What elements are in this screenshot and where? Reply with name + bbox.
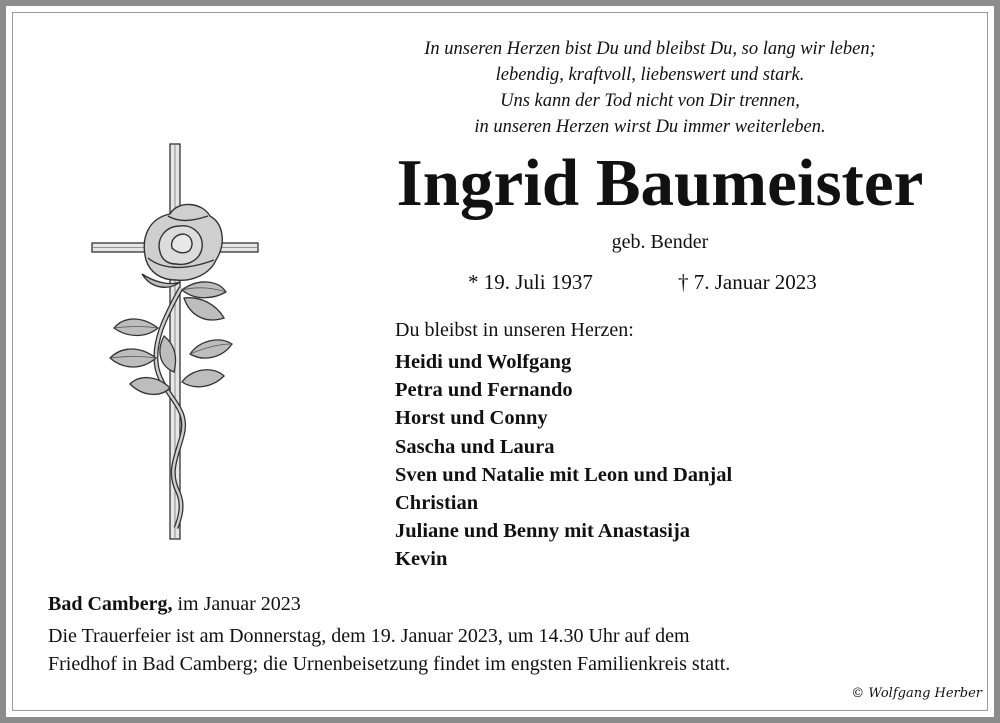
poem-line: Uns kann der Tod nicht von Dir trennen, bbox=[500, 91, 800, 111]
mourner-name: Christian bbox=[395, 492, 479, 515]
mourner-name: Petra und Fernando bbox=[395, 379, 573, 402]
maiden-name: geb. Bender bbox=[611, 231, 709, 253]
ceremony-notice bbox=[48, 622, 730, 678]
mourner-name: Juliane und Benny mit Anastasija bbox=[395, 520, 691, 543]
cross-with-rose-icon bbox=[86, 140, 266, 545]
mourner-name: Sascha und Laura bbox=[395, 435, 555, 458]
poem-line: lebendig, kraftvoll, liebenswert und stark. bbox=[495, 65, 805, 85]
poem-line: in unseren Herzen wirst Du immer weiterleben. bbox=[474, 117, 826, 137]
poem bbox=[370, 36, 930, 140]
place-town: Bad Camberg, bbox=[48, 593, 173, 615]
mourner-name: Heidi und Wolfgang bbox=[395, 351, 572, 373]
place-date-line bbox=[48, 590, 301, 618]
mourner-name: Horst und Conny bbox=[395, 407, 548, 430]
copyright-credit: © Wolfgang Herber bbox=[851, 686, 982, 701]
mourner-name: Kevin bbox=[395, 548, 448, 571]
birth-date: * 19. Juli 1937 bbox=[468, 270, 593, 294]
death-date: † 7. Januar 2023 bbox=[678, 270, 817, 294]
mourners-intro: Du bleibst in unseren Herzen: bbox=[395, 319, 634, 341]
ceremony-line: Die Trauerfeier ist am Donnerstag, dem 19. Januar 2023, um 14.30 Uhr auf dem bbox=[48, 625, 690, 647]
place-date: im Januar 2023 bbox=[172, 593, 301, 615]
deceased-name: Ingrid Baumeister bbox=[396, 146, 924, 220]
mourners-list bbox=[395, 348, 732, 574]
ceremony-line: Friedhof in Bad Camberg; die Urnenbeisetzung findet im engsten Familienkreis statt. bbox=[48, 653, 731, 675]
poem-line: In unseren Herzen bist Du und bleibst Du, so lang wir leben; bbox=[424, 39, 876, 59]
mourner-name: Sven und Natalie mit Leon und Danjal bbox=[395, 463, 733, 486]
